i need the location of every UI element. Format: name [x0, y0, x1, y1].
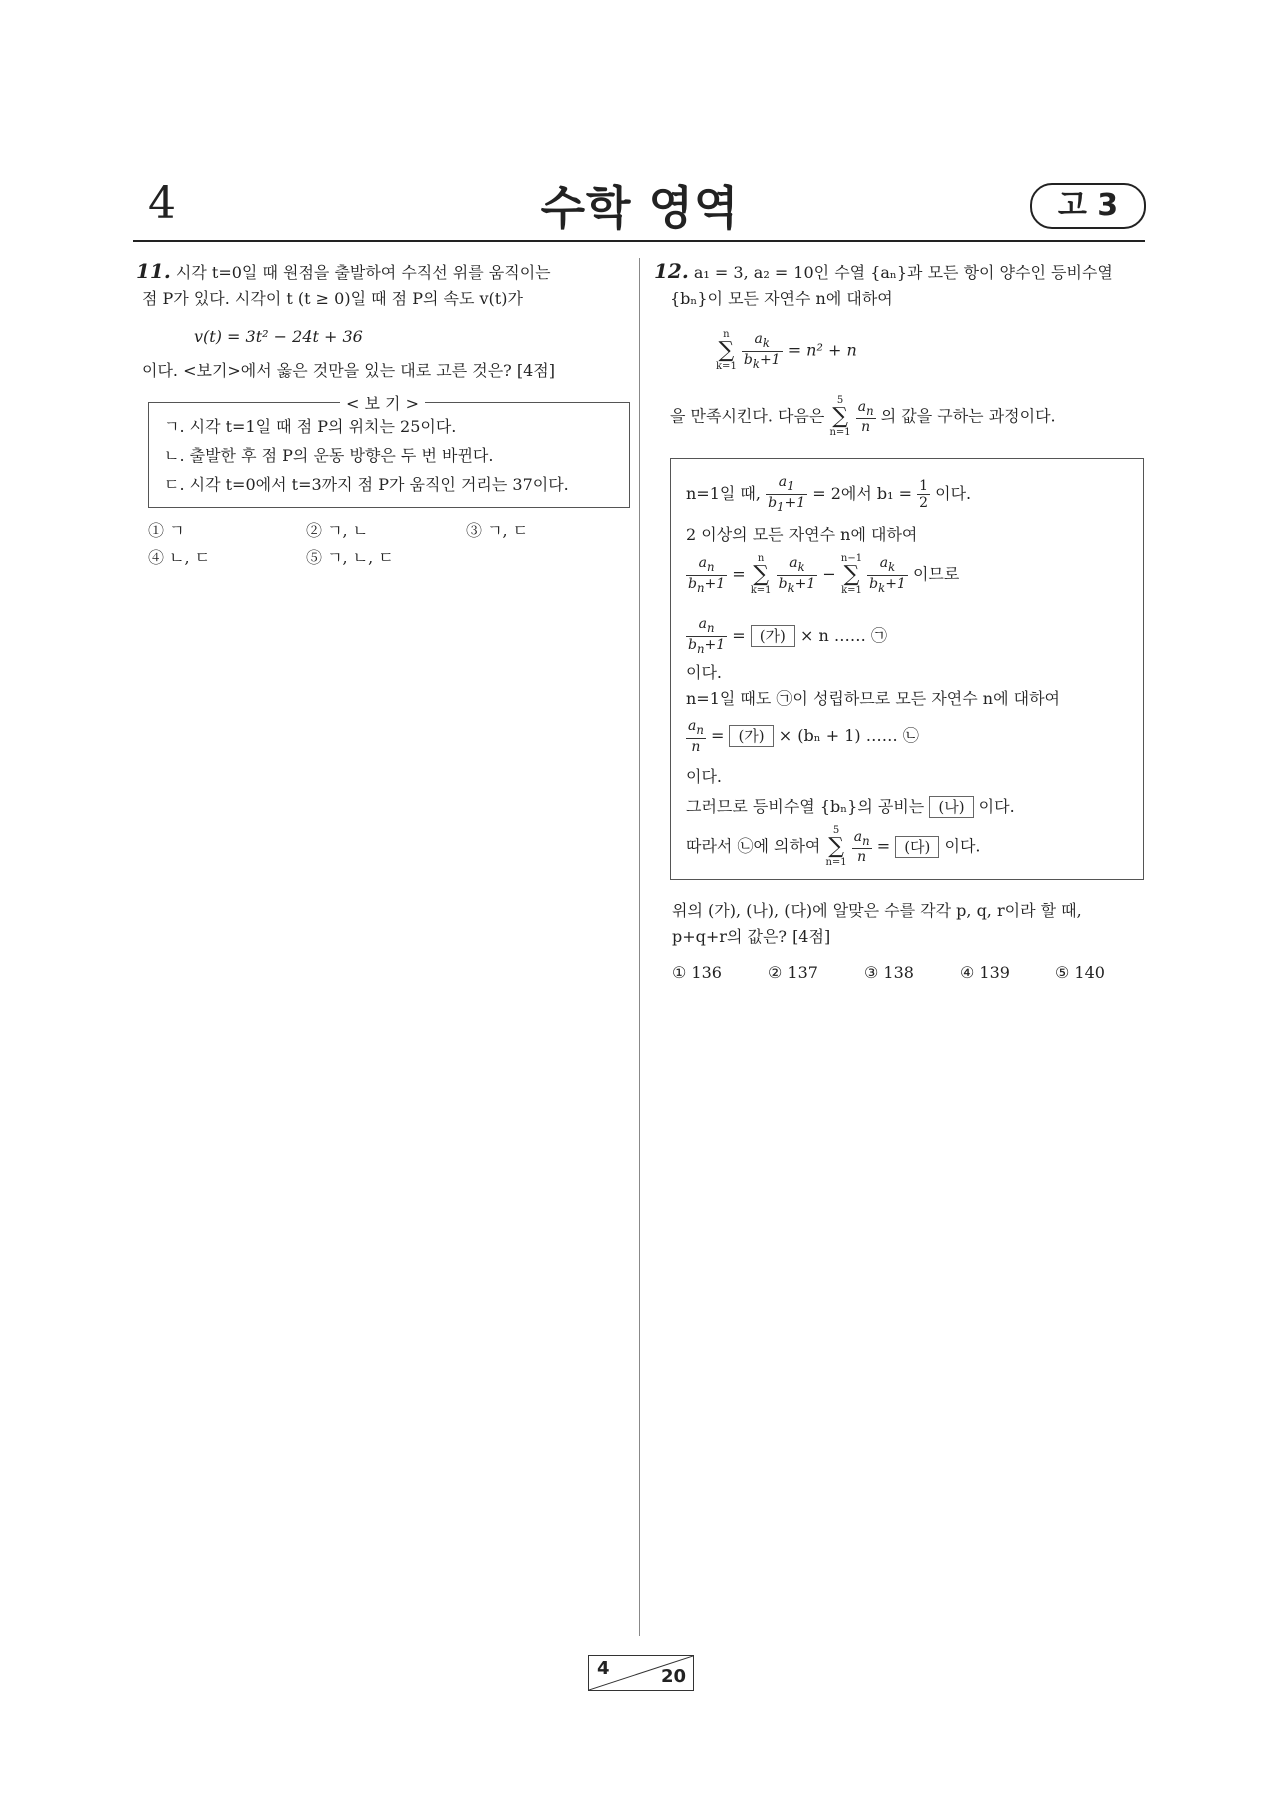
- blank-da: (다): [895, 836, 939, 858]
- blank-ga-1: (가): [751, 625, 795, 647]
- q12-choice-5[interactable]: ⑤ 140: [1055, 963, 1105, 982]
- q12-line3: 을 만족시킨다. 다음은 5 ∑ n=1 $\frac{a_n}{n}$ 의 값을 구하는 과정이다.: [670, 395, 1056, 438]
- q12-number: 12.: [654, 259, 689, 283]
- q12-choice-1[interactable]: ① 136: [672, 963, 722, 982]
- q11-text1: 시각 t=0일 때 원점을 출발하여 수직선 위를 움직이는: [175, 263, 551, 282]
- q12-text1: a₁ = 3, a₂ = 10인 수열 {aₙ}과 모든 항이 양수인 등비수열: [693, 263, 1113, 282]
- q11-choice-2[interactable]: ② ㄱ, ㄴ: [306, 521, 369, 540]
- header-rule: [133, 240, 1145, 242]
- q11-line1: [136, 258, 551, 286]
- q11-choice-5[interactable]: ⑤ ㄱ, ㄴ, ㄷ: [306, 548, 394, 567]
- proof-line-7: $\frac{a_n}{n}$ = (가) × (bₙ + 1) …… ㉡: [688, 718, 919, 755]
- q12-line2: {bₙ}이 모든 자연수 n에 대하여: [670, 289, 893, 308]
- page-title: 수학 영역: [540, 181, 740, 235]
- proof-line-8: 이다.: [686, 767, 722, 786]
- q11-number: 11.: [136, 259, 171, 283]
- q11-choice-3[interactable]: ③ ㄱ, ㄷ: [466, 521, 529, 540]
- q12-line1: [654, 258, 1113, 286]
- q11-line3: 이다. <보기>에서 옳은 것만을 있는 대로 고른 것은? [4점]: [142, 361, 555, 380]
- proof-line-9: 그러므로 등비수열 {bₙ}의 공비는 (나) 이다.: [686, 797, 1015, 816]
- q12-choice-3[interactable]: ③ 138: [864, 963, 914, 982]
- q11-line2: 점 P가 있다. 시각이 t (t ≥ 0)일 때 점 P의 속도 v(t)가: [142, 289, 523, 308]
- proof-line-6: n=1일 때도 ㉠이 성립하므로 모든 자연수 n에 대하여: [686, 689, 1061, 708]
- grade-badge: 고 3: [1030, 183, 1146, 229]
- q11-choice-1[interactable]: ① ㄱ: [148, 521, 185, 540]
- q12-after-1: 위의 (가), (나), (다)에 알맞은 수를 각각 p, q, r이라 할 때,: [672, 901, 1082, 920]
- proof-line-2: 2 이상의 모든 자연수 n에 대하여: [686, 525, 918, 544]
- bogi-item-1: ㄱ. 시각 t=1일 때 점 P의 위치는 25이다.: [164, 417, 457, 436]
- page-counter: [588, 1655, 694, 1691]
- q12-after-2: p+q+r의 값은? [4점]: [672, 927, 831, 946]
- proof-line-10: 따라서 ㉡에 의하여 5 ∑ n=1 $\frac{a_n}{n}$ = (다) 이다.: [686, 825, 981, 868]
- q11-formula: v(t) = 3t² − 24t + 36: [194, 327, 363, 346]
- blank-na: (나): [929, 796, 973, 818]
- page-number: 4: [148, 178, 176, 229]
- bogi-item-3: ㄷ. 시각 t=0에서 t=3까지 점 P가 움직인 거리는 37이다.: [164, 475, 569, 494]
- proof-line-5: 이다.: [686, 663, 722, 682]
- q12-choice-4[interactable]: ④ 139: [960, 963, 1010, 982]
- q12-main-equation: n ∑ k=1 $\frac{a_k}{b_k+1}$ = n² + n: [716, 329, 857, 372]
- blank-ga-2: (가): [729, 725, 773, 747]
- footer-page: 4: [597, 1658, 610, 1679]
- bogi-item-2: ㄴ. 출발한 후 점 P의 운동 방향은 두 번 바뀐다.: [164, 446, 494, 465]
- proof-line-1: n=1일 때, $\frac{a_1}{b_1+1}$ = 2에서 b₁ = $\frac{1}{2}$ 이다.: [686, 474, 972, 514]
- footer-total: 20: [661, 1666, 687, 1687]
- q12-choice-2[interactable]: ② 137: [768, 963, 818, 982]
- column-divider: [639, 258, 640, 1636]
- proof-line-4: $\frac{a_n}{b_n+1}$ = (가) × n …… ㉠: [688, 616, 887, 656]
- q11-choice-4[interactable]: ④ ㄴ, ㄷ: [148, 548, 211, 567]
- bogi-title: < 보 기 >: [340, 391, 425, 414]
- proof-line-3: $\frac{a_n}{b_n+1}$ = n ∑ k=1 $\frac{a_k}{b_k+1}$ − n−1 ∑ k=1 $\frac{a_k}{b_k+1}$ 이므로: [688, 553, 960, 596]
